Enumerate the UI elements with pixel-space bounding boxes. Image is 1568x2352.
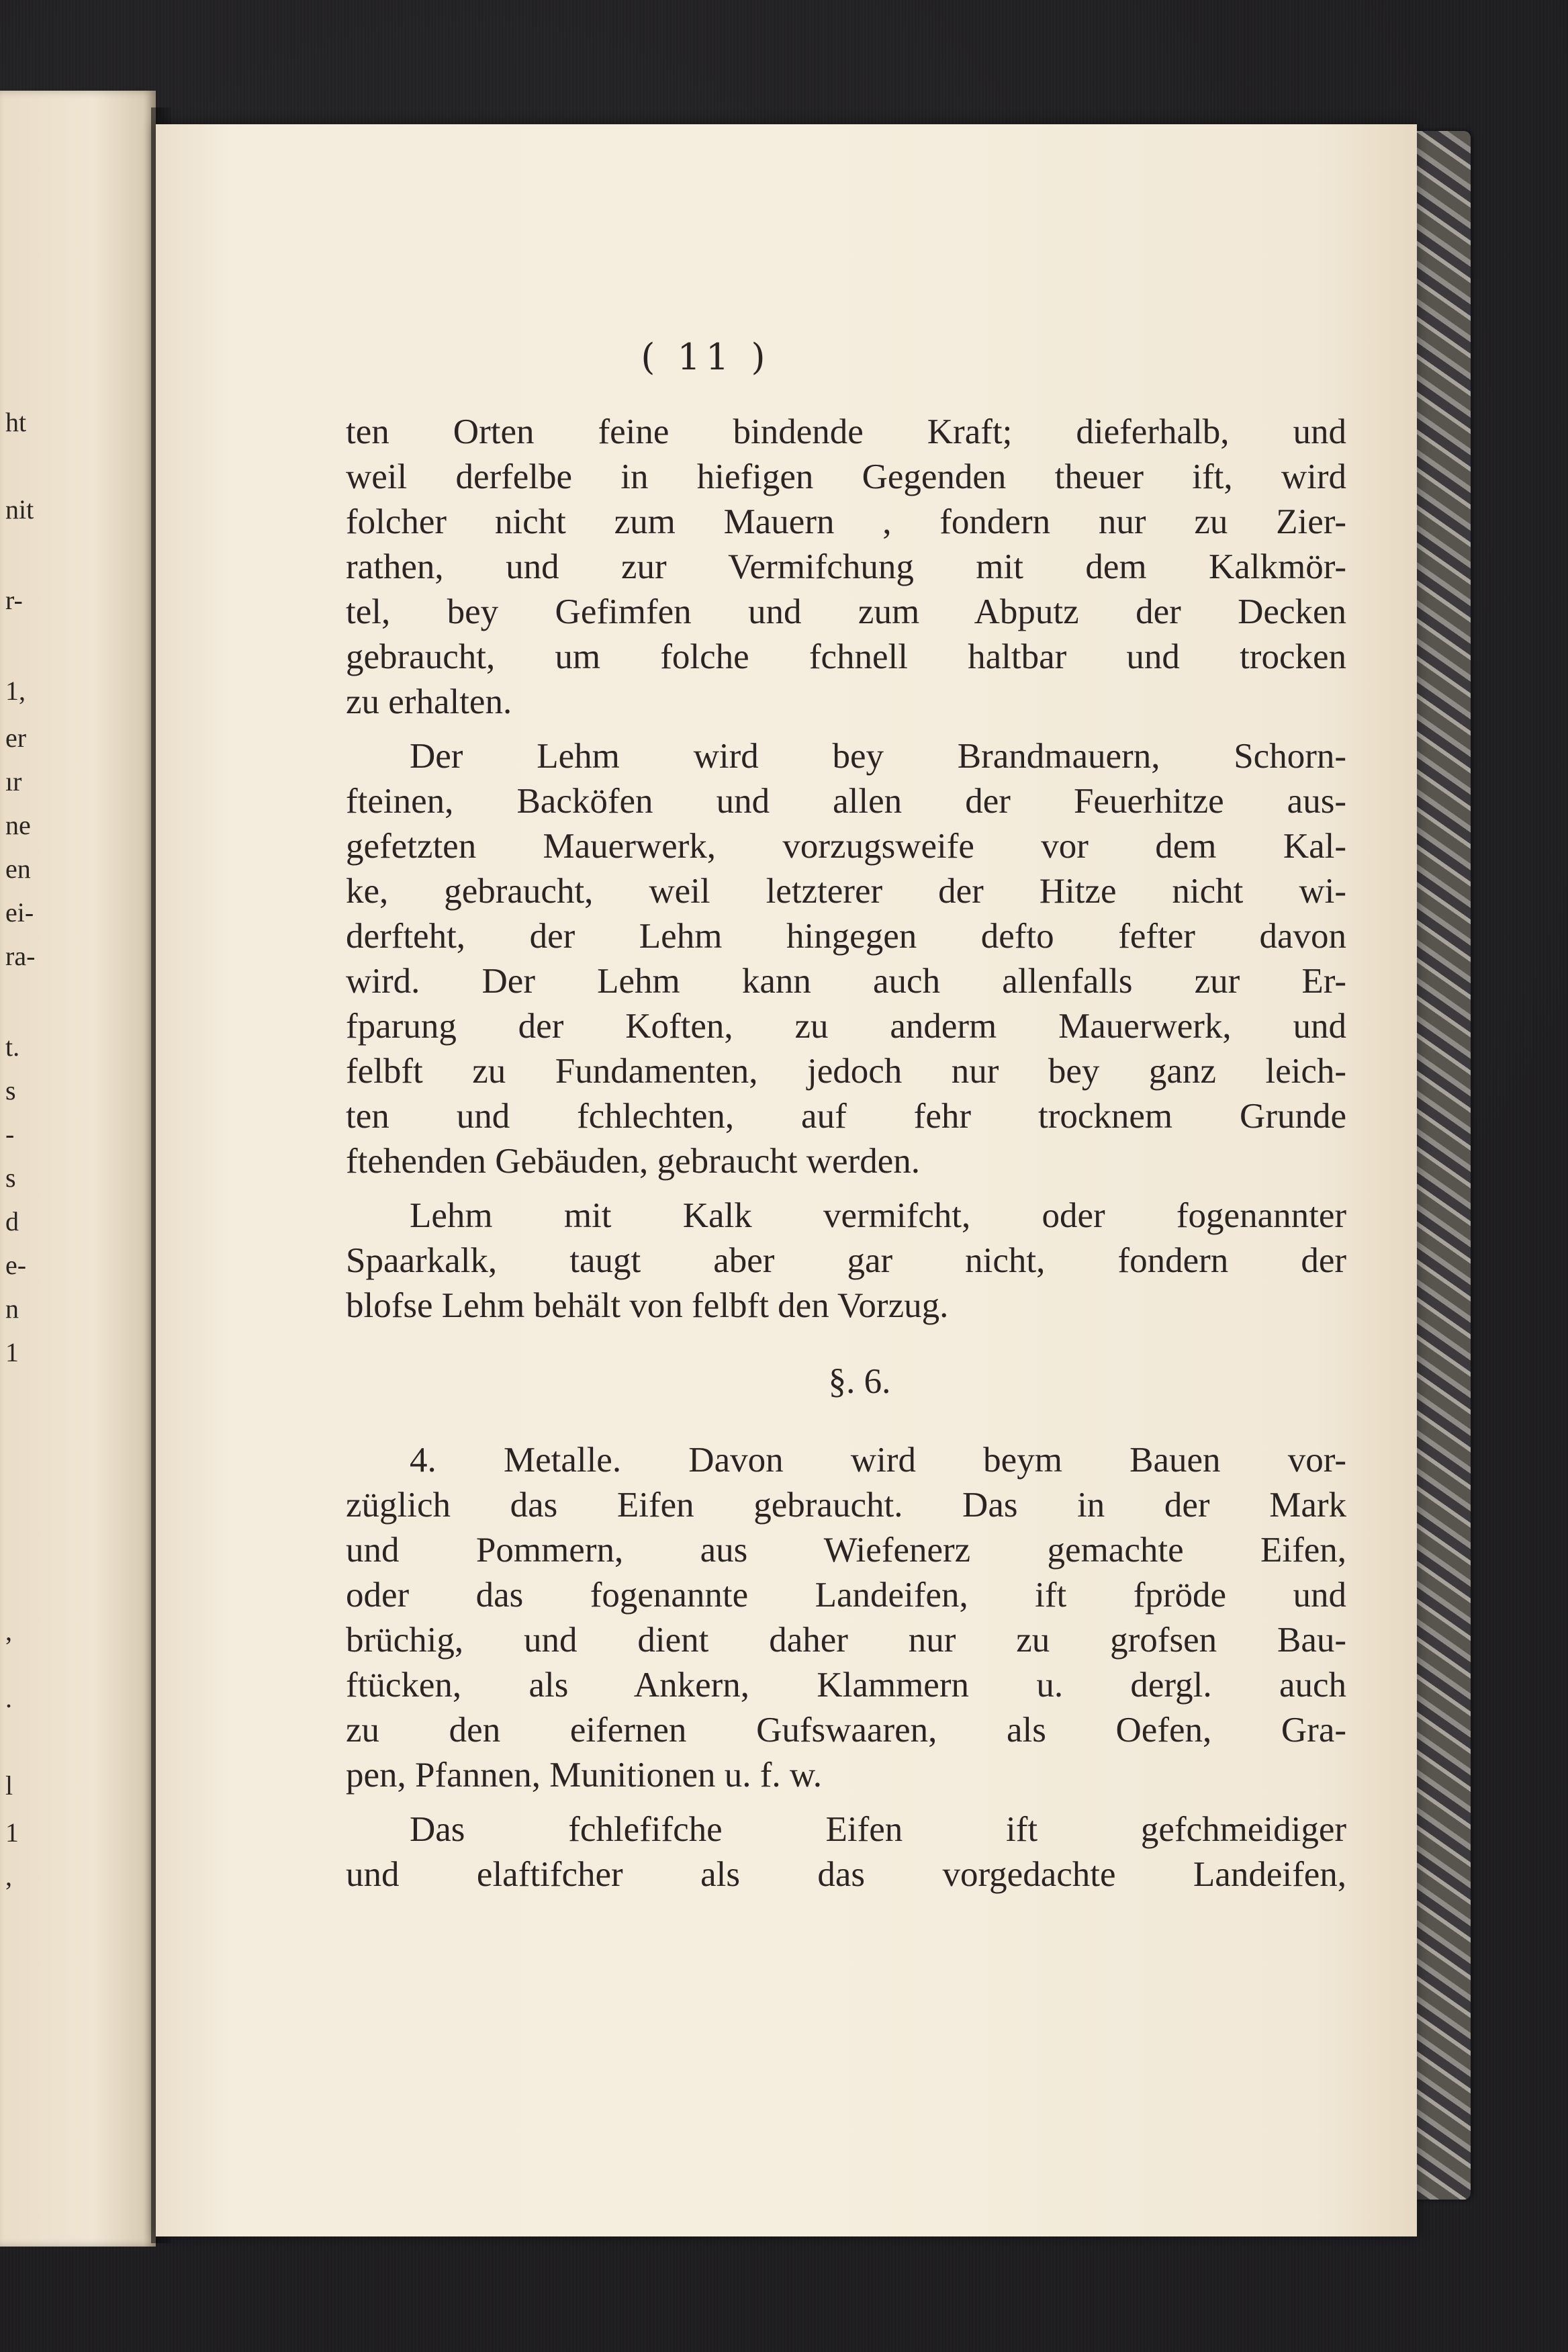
paragraph-1 [346, 410, 1346, 725]
text-line: gebraucht, um folche fchnell haltbar und trocken [346, 637, 1346, 676]
text-line: gefetzten Mauerwerk, vorzugsweife vor dem Kal- [346, 827, 1346, 866]
text-line: tel, bey Gefimfen und zum Abputz der Decken [346, 592, 1346, 631]
text-line: Spaarkalk, taugt aber gar nicht, fondern der [346, 1241, 1346, 1280]
text-line: zu erhalten. [346, 682, 512, 721]
text-line: oder das fogenannte Landeifen, ift fpröde und [346, 1576, 1346, 1615]
left-page-fragment: ht [5, 407, 27, 437]
paragraph-2 [346, 734, 1346, 1184]
left-page-fragment: ei- [5, 897, 34, 928]
text-line: blofse Lehm behält von felbft den Vorzug. [346, 1286, 949, 1325]
text-line: Der Lehm wird bey Brandmauern, Schorn- [410, 737, 1346, 776]
left-page-fragment: . [5, 1683, 12, 1713]
text-line: ftücken, als Ankern, Klammern u. dergl. auch [346, 1666, 1346, 1705]
text-line: weil derfelbe in hiefigen Gegenden theuer ift, wird [346, 457, 1346, 496]
text-line: und elaftifcher als das vorgedachte Landeifen, [346, 1855, 1346, 1894]
text-line: ke, gebraucht, weil letzterer der Hitze nicht wi- [346, 872, 1346, 911]
left-page-fragment: ne [5, 810, 31, 840]
left-page-fragment: n [5, 1294, 19, 1324]
text-line: Das fchlefifche Eifen ift gefchmeidiger [410, 1810, 1346, 1849]
book-page [156, 124, 1417, 2236]
text-line: fteinen, Backöfen und allen der Feuerhitze aus- [346, 782, 1346, 821]
text-line: ten Orten feine bindende Kraft; dieferhalb, und [346, 412, 1346, 451]
left-page-fragment: er [5, 723, 27, 753]
left-page-fragment: e- [5, 1250, 27, 1280]
paragraph-4 [346, 1438, 1346, 1798]
text-line: folcher nicht zum Mauern , fondern nur zu Zier- [346, 502, 1346, 541]
paragraph-5 [346, 1807, 1346, 1897]
text-line: brüchig, und dient daher nur zu grofsen Bau- [346, 1621, 1346, 1660]
book-cover-edge [1414, 131, 1471, 2200]
text-line: zu den eifernen Gufswaaren, als Oefen, Gra- [346, 1711, 1346, 1750]
left-page-fragment: - [5, 1119, 15, 1149]
text-line: wird. Der Lehm kann auch allenfalls zur Er- [346, 962, 1346, 1001]
text-line: ftehenden Gebäuden, gebraucht werden. [346, 1142, 920, 1181]
left-page-fragment: en [5, 854, 31, 884]
left-page-fragment: d [5, 1206, 19, 1236]
text-line: fparung der Koften, zu anderm Mauerwerk, und [346, 1007, 1346, 1046]
section-heading: §. 6. [828, 1362, 891, 1401]
page-text [346, 410, 1346, 1907]
left-page-fragment: 1 [5, 1817, 19, 1848]
paragraph-3 [346, 1193, 1346, 1328]
page-number: ( 11 ) [641, 336, 771, 378]
text-line: Lehm mit Kalk vermifcht, oder fogenannter [410, 1196, 1346, 1235]
text-line: ten und fchlechten, auf fehr trocknem Grunde [346, 1097, 1346, 1136]
left-page-fragment: s [5, 1075, 16, 1105]
left-page-fragment: , [5, 1861, 12, 1891]
left-page-fragment: l [5, 1770, 13, 1801]
text-line: rathen, und zur Vermifchung mit dem Kalkmör- [346, 547, 1346, 586]
left-page-fragment: nit [5, 494, 34, 525]
left-page-fragment: 1 [5, 1337, 19, 1367]
left-page-fragment: s [5, 1163, 16, 1193]
text-line: felbft zu Fundamenten, jedoch nur bey ganz leich- [346, 1052, 1346, 1091]
text-line: 4. Metalle. Davon wird beym Bauen vor- [410, 1441, 1346, 1480]
left-page-fragment: ır [5, 766, 22, 797]
left-page-fragment: r- [5, 585, 23, 615]
text-line: pen, Pfannen, Munitionen u. f. w. [346, 1756, 823, 1795]
left-page-fragment: t. [5, 1032, 20, 1062]
left-page-edge [0, 91, 156, 2247]
text-line: und Pommern, aus Wiefenerz gemachte Eifen, [346, 1531, 1346, 1570]
left-page-fragment: , [5, 1616, 12, 1646]
text-line: derfteht, der Lehm hingegen defto fefter davon [346, 917, 1346, 956]
left-page-fragment: ra- [5, 941, 36, 971]
left-page-fragment: 1, [5, 676, 26, 706]
text-line: züglich das Eifen gebraucht. Das in der Mark [346, 1486, 1346, 1525]
